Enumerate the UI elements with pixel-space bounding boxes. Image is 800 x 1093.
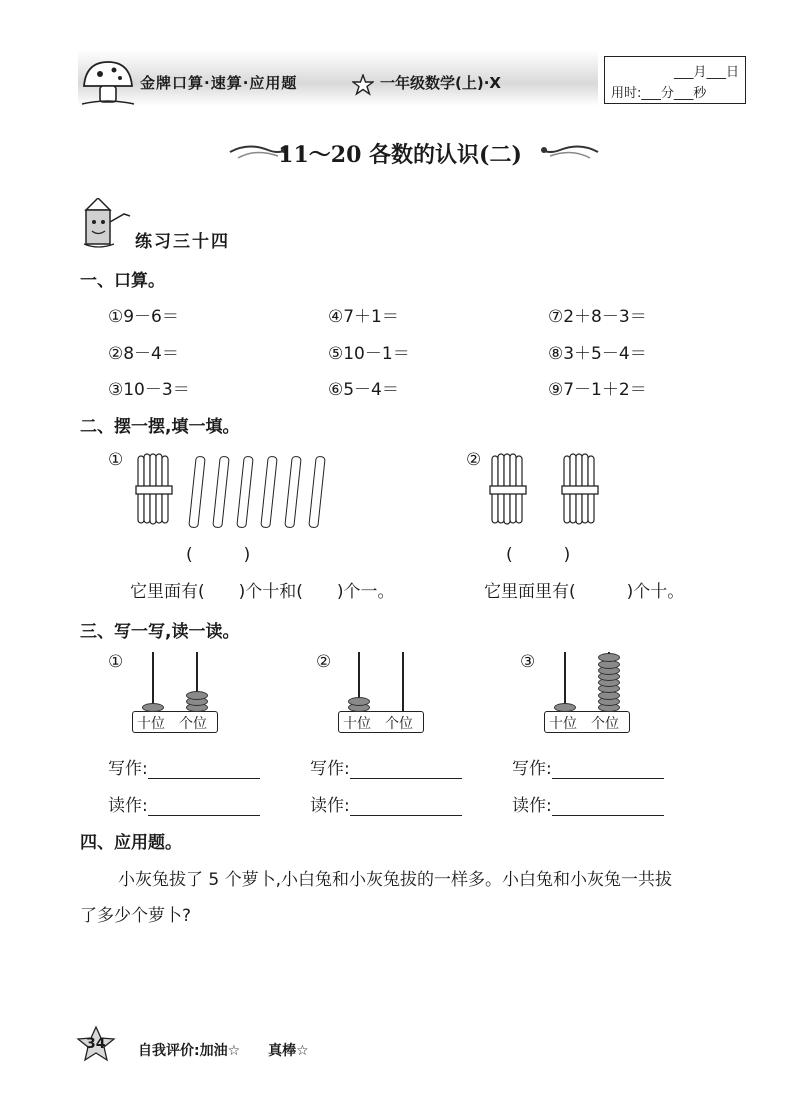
write-row: [512, 754, 664, 779]
tens-label: 十位: [137, 716, 165, 732]
single-stick: [284, 456, 301, 529]
problem-number: ③: [520, 652, 536, 672]
abacus-base: [132, 711, 218, 733]
ones-label: 个位: [591, 716, 619, 732]
ones-label: 个位: [385, 716, 413, 732]
write-row: [310, 754, 462, 779]
read-label: 读作:: [512, 796, 552, 816]
math-item: ⑧3＋5－4＝: [548, 344, 647, 364]
write-label: 写作:: [108, 759, 148, 779]
date-time-box: [604, 56, 746, 104]
abacus: [132, 650, 220, 736]
tens-bead: [554, 703, 576, 712]
section-2-heading: 二、摆一摆,填一填。: [80, 417, 240, 437]
exercise-label: 练习三十四: [135, 232, 230, 252]
read-answer-line[interactable]: [148, 797, 260, 816]
math-item: ①9－6＝: [108, 307, 179, 327]
word-problem-line-2: 了多少个萝卜?: [80, 906, 192, 926]
single-stick: [308, 456, 325, 529]
problem-number: ②: [316, 652, 332, 672]
ones-pole: [402, 652, 404, 712]
answer-blank-1[interactable]: ( ): [186, 545, 251, 565]
single-stick: [260, 456, 277, 529]
abacus: [338, 650, 426, 736]
mushroom-icon: [80, 58, 136, 106]
write-row: [108, 754, 260, 779]
stick-bundle-icon: [560, 452, 600, 527]
math-item: ⑨7－1＋2＝: [548, 380, 647, 400]
write-answer-line[interactable]: [552, 760, 664, 779]
write-label: 写作:: [310, 759, 350, 779]
math-item: ⑥5－4＝: [328, 380, 399, 400]
read-row: [512, 791, 664, 816]
math-item: ②8－4＝: [108, 344, 179, 364]
write-label: 写作:: [512, 759, 552, 779]
stick-bundle-icon: [134, 452, 174, 527]
sticks-question-2: 它里面里有( )个十。: [484, 582, 685, 602]
lesson-title: 11～20 各数的认识(二): [278, 142, 522, 168]
word-problem-line-1: 小灰兔拔了 5 个萝卜,小白兔和小灰兔拔的一样多。小白兔和小灰兔一共拔: [118, 870, 673, 890]
ones-bead: [186, 691, 208, 700]
problem-number: ①: [108, 450, 124, 470]
write-answer-line[interactable]: [148, 760, 260, 779]
single-stick: [212, 456, 229, 529]
ones-label: 个位: [179, 716, 207, 732]
read-row: [310, 791, 462, 816]
sticks-question-1: 它里面有( )个十和( )个一。: [130, 582, 395, 602]
stick-bundle-icon: [488, 452, 528, 527]
write-answer-line[interactable]: [350, 760, 462, 779]
problem-number: ②: [466, 450, 482, 470]
tens-bead: [142, 703, 164, 712]
section-4-heading: 四、应用题。: [80, 833, 182, 853]
abacus-base: [338, 711, 424, 733]
single-stick: [236, 456, 253, 529]
star-icon: [352, 74, 374, 96]
math-item: ⑦2＋8－3＝: [548, 307, 647, 327]
page-number: 34: [86, 1036, 106, 1052]
problem-number: ①: [108, 652, 124, 672]
pencil-mascot-icon: [78, 198, 138, 250]
tens-label: 十位: [549, 716, 577, 732]
single-stick: [188, 456, 205, 529]
section-3-heading: 三、写一写,读一读。: [80, 622, 240, 642]
tens-label: 十位: [343, 716, 371, 732]
series-title: 金牌口算·速算·应用题: [140, 74, 298, 92]
read-label: 读作:: [108, 796, 148, 816]
tens-bead: [348, 697, 370, 706]
read-label: 读作:: [310, 796, 350, 816]
math-item: ⑤10－1＝: [328, 344, 410, 364]
section-1-heading: 一、口算。: [80, 271, 165, 291]
right-ornament-icon: [540, 138, 600, 164]
self-evaluation: 自我评价:加油☆ 真棒☆: [138, 1043, 309, 1059]
math-item: ④7＋1＝: [328, 307, 399, 327]
read-answer-line[interactable]: [552, 797, 664, 816]
time-line: 用时:___分___秒: [611, 86, 707, 101]
math-item: ③10－3＝: [108, 380, 190, 400]
abacus-base: [544, 711, 630, 733]
date-line: ___月___日: [673, 65, 739, 80]
abacus: [544, 650, 632, 736]
answer-blank-2[interactable]: ( ): [506, 545, 571, 565]
read-answer-line[interactable]: [350, 797, 462, 816]
grade-book-label: 一年级数学(上)·X: [380, 74, 501, 92]
read-row: [108, 791, 260, 816]
